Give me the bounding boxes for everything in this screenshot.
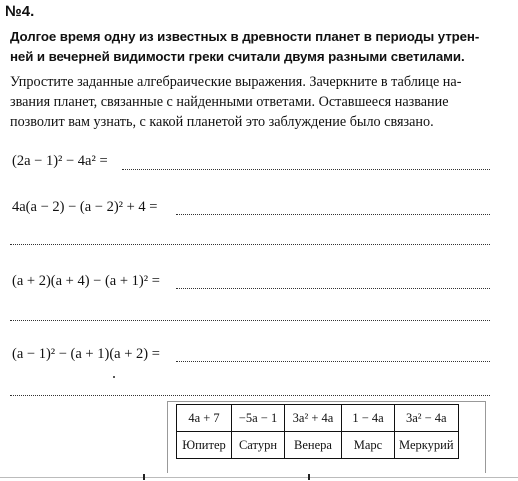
table-frame-left bbox=[167, 401, 168, 473]
answer-cell-2[interactable]: −5a − 1 bbox=[232, 405, 285, 432]
task-instructions bbox=[10, 72, 498, 132]
answer-cell-1[interactable]: 4a + 7 bbox=[177, 405, 232, 432]
planet-cell-5[interactable]: Меркурий bbox=[395, 432, 459, 459]
planet-cell-3[interactable]: Венера bbox=[285, 432, 342, 459]
expression-1: (2a − 1)² − 4a² = bbox=[12, 153, 108, 169]
heading-line-2: ней и вечерней видимости греки считали двумя разными светилами. bbox=[10, 49, 465, 64]
heading-line-1: Долгое время одну из известных в древности планет в периоды утрен- bbox=[10, 29, 480, 44]
answer-line-3[interactable] bbox=[176, 288, 490, 289]
answer-cell-5[interactable]: 3a² − 4a bbox=[395, 405, 459, 432]
answer-line-2b[interactable] bbox=[10, 244, 490, 245]
answer-line-2[interactable] bbox=[176, 214, 490, 215]
answers-row bbox=[177, 405, 459, 432]
bottom-tick-1 bbox=[143, 474, 145, 480]
table-frame-top bbox=[167, 401, 485, 402]
answer-line-4[interactable] bbox=[176, 361, 490, 362]
instruction-line-1: Упростите заданные алгебраические выражения. Зачеркните в таблице на- bbox=[10, 74, 462, 90]
expression-3: (a + 2)(a + 4) − (a + 1)² = bbox=[12, 273, 160, 289]
answer-line-1[interactable] bbox=[122, 169, 490, 170]
expression-2: 4a(a − 2) − (a − 2)² + 4 = bbox=[12, 199, 158, 215]
answer-cell-3[interactable]: 3a² + 4a bbox=[285, 405, 342, 432]
planet-cell-4[interactable]: Марс bbox=[342, 432, 395, 459]
planet-table bbox=[176, 404, 459, 459]
instruction-line-3: позволит вам узнать, с какой планетой это заблуждение было связано. bbox=[10, 114, 434, 130]
instruction-line-2: звания планет, связанные с найденными ответами. Оставшееся название bbox=[10, 94, 449, 110]
planets-row bbox=[177, 432, 459, 459]
stray-dot bbox=[113, 376, 115, 378]
answer-line-4b[interactable] bbox=[10, 395, 490, 396]
answer-line-3b[interactable] bbox=[10, 320, 490, 321]
answer-cell-4[interactable]: 1 − 4a bbox=[342, 405, 395, 432]
task-heading bbox=[10, 27, 492, 67]
task-number: №4. bbox=[5, 3, 35, 20]
bottom-tick-2 bbox=[308, 474, 310, 480]
planet-cell-2[interactable]: Сатурн bbox=[232, 432, 285, 459]
planet-cell-1[interactable]: Юпитер bbox=[177, 432, 232, 459]
expression-4: (a − 1)² − (a + 1)(a + 2) = bbox=[12, 346, 160, 362]
bottom-rule bbox=[0, 477, 518, 478]
table-frame-right bbox=[485, 401, 486, 473]
